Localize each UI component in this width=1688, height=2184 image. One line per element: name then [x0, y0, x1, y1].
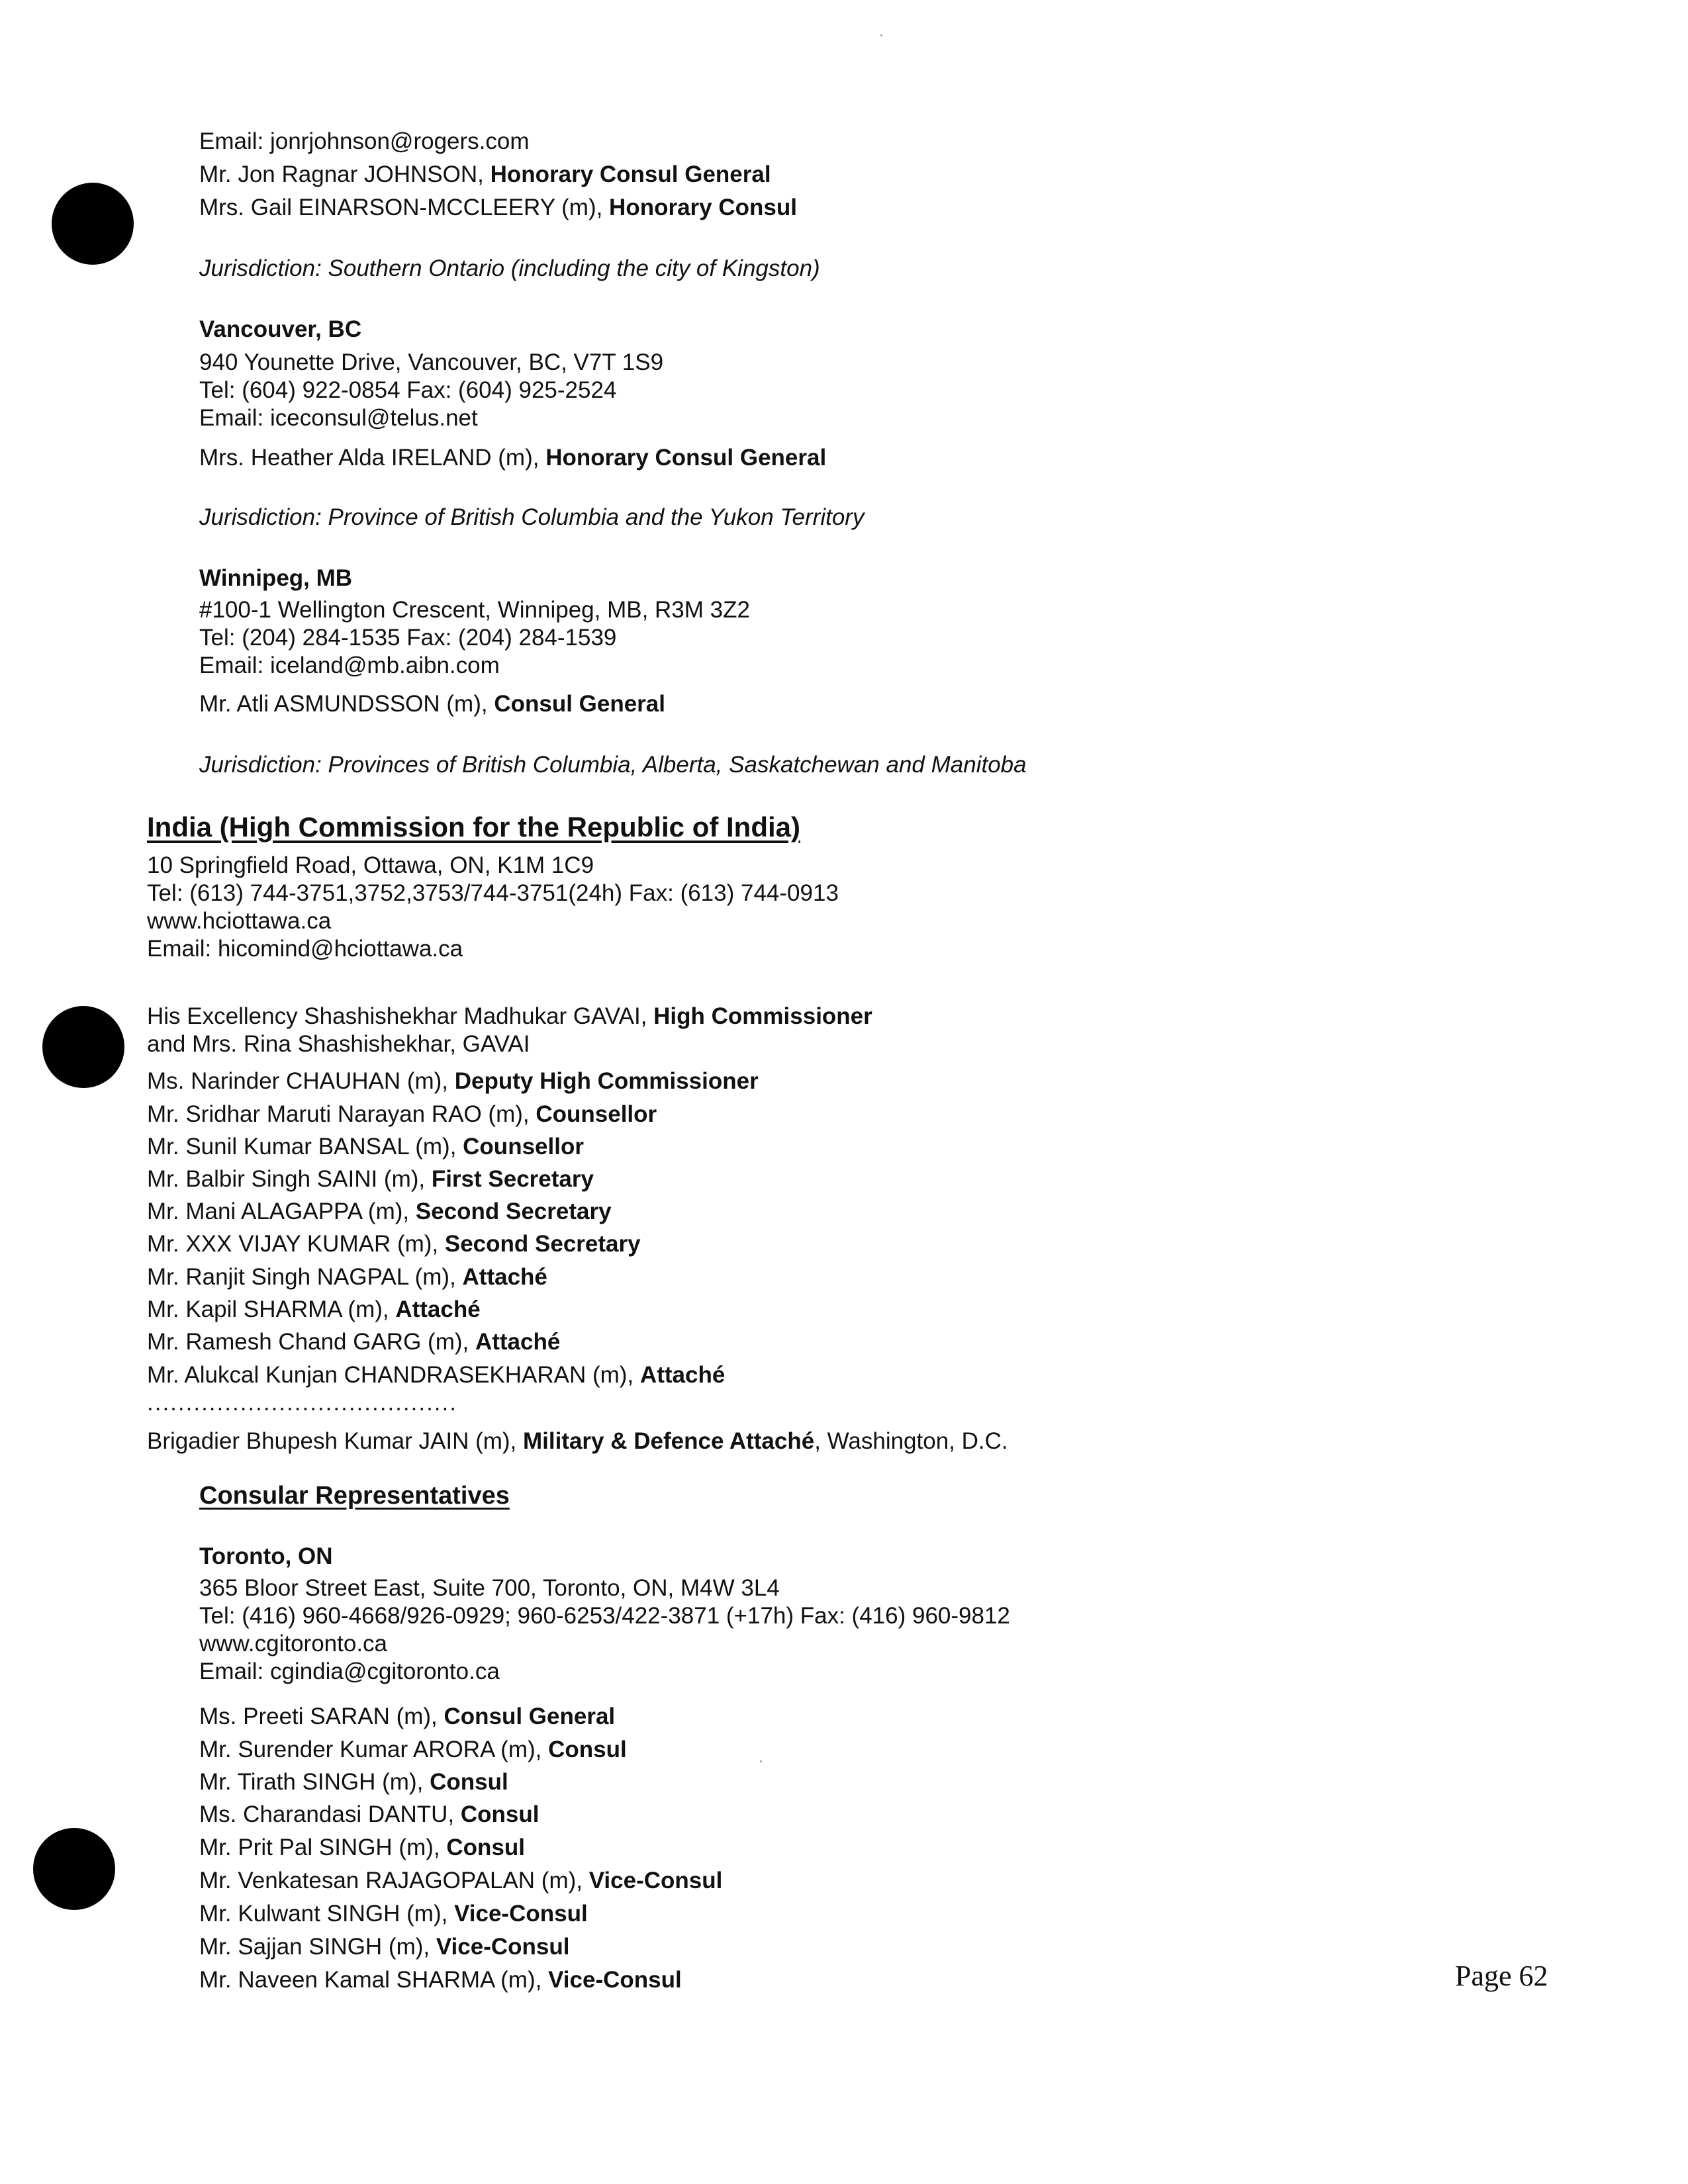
- official-line: Mr. Atli ASMUNDSSON (m), Consul General: [199, 691, 665, 717]
- staff-row: Mr. Venkatesan RAJAGOPALAN (m), Vice-Consul: [199, 1868, 723, 1893]
- staff-row: Mr. Sunil Kumar BANSAL (m), Counsellor: [147, 1134, 584, 1160]
- staff-row: Mr. Alukcal Kunjan CHANDRASEKHARAN (m), Attaché: [147, 1362, 726, 1388]
- dotted-separator: ........................................: [147, 1390, 457, 1416]
- mission-address: 10 Springfield Road, Ottawa, ON, K1M 1C9: [147, 852, 594, 878]
- staff-row: Ms. Narinder CHAUHAN (m), Deputy High Commissioner: [147, 1068, 759, 1094]
- office-address: #100-1 Wellington Crescent, Winnipeg, MB, R3M 3Z2: [199, 597, 750, 623]
- mission-phone: Tel: (613) 744-3751,3752,3753/744-3751(24h) Fax: (613) 744-0913: [147, 880, 839, 906]
- office-heading: Winnipeg, MB: [199, 565, 353, 591]
- head-of-mission: His Excellency Shashishekhar Madhukar GAVAI, High Commissioner: [147, 1003, 872, 1029]
- office-address: 365 Bloor Street East, Suite 700, Toronto, ON, M4W 3L4: [199, 1575, 780, 1601]
- staff-row: Mr. Kapil SHARMA (m), Attaché: [147, 1297, 481, 1322]
- military-attache-row: Brigadier Bhupesh Kumar JAIN (m), Military & Defence Attaché, Washington, D.C.: [147, 1428, 1008, 1454]
- staff-row: Mr. Mani ALAGAPPA (m), Second Secretary: [147, 1199, 612, 1224]
- office-phone: Tel: (416) 960-4668/926-0929; 960-6253/422-3871 (+17h) Fax: (416) 960-9812: [199, 1603, 1010, 1629]
- staff-row: Mr. Ramesh Chand GARG (m), Attaché: [147, 1329, 561, 1355]
- staff-row: Mr. Kulwant SINGH (m), Vice-Consul: [199, 1901, 588, 1927]
- staff-row: Mr. Tirath SINGH (m), Consul: [199, 1769, 508, 1795]
- office-email: Email: iceland@mb.aibn.com: [199, 653, 500, 678]
- office-email: Email: cgindia@cgitoronto.ca: [199, 1659, 500, 1684]
- scan-speck: [880, 34, 882, 36]
- page-number: Page 62: [1455, 1960, 1548, 1992]
- section-heading: Consular Representatives: [199, 1482, 510, 1510]
- office-phone: Tel: (604) 922-0854 Fax: (604) 925-2524: [199, 377, 617, 403]
- staff-row: Ms. Preeti SARAN (m), Consul General: [199, 1704, 616, 1729]
- punch-hole-top: [52, 183, 134, 265]
- official-line: Mrs. Heather Alda IRELAND (m), Honorary Consul General: [199, 445, 827, 471]
- staff-row: Mr. Ranjit Singh NAGPAL (m), Attaché: [147, 1264, 547, 1290]
- staff-row: Mr. Sridhar Maruti Narayan RAO (m), Counsellor: [147, 1101, 657, 1127]
- office-heading: Vancouver, BC: [199, 316, 362, 342]
- staff-row: Mr. Balbir Singh SAINI (m), First Secretary: [147, 1166, 594, 1192]
- office-heading: Toronto, ON: [199, 1543, 333, 1569]
- staff-row: Ms. Charandasi DANTU, Consul: [199, 1801, 539, 1827]
- scan-speck: [760, 1760, 762, 1762]
- punch-hole-middle: [42, 1006, 124, 1088]
- country-heading: India (High Commission for the Republic of India): [147, 811, 800, 842]
- office-address: 940 Younette Drive, Vancouver, BC, V7T 1S9: [199, 349, 664, 375]
- official-line: Mrs. Gail EINARSON-MCCLEERY (m), Honorary Consul: [199, 195, 797, 220]
- staff-row: Mr. Prit Pal SINGH (m), Consul: [199, 1835, 525, 1860]
- staff-row: Mr. Naveen Kamal SHARMA (m), Vice-Consul: [199, 1967, 682, 1993]
- office-email: Email: iceconsul@telus.net: [199, 405, 478, 431]
- staff-row: Mr. XXX VIJAY KUMAR (m), Second Secretary: [147, 1231, 641, 1257]
- jurisdiction-note: Jurisdiction: Province of British Columbia and the Yukon Territory: [199, 504, 865, 530]
- head-of-mission-spouse: and Mrs. Rina Shashishekhar, GAVAI: [147, 1031, 530, 1057]
- mission-website: www.hciottawa.ca: [147, 908, 332, 934]
- contact-email: Email: jonrjohnson@rogers.com: [199, 128, 530, 154]
- punch-hole-bottom: [33, 1828, 115, 1910]
- jurisdiction-note: Jurisdiction: Southern Ontario (including the city of Kingston): [199, 255, 820, 281]
- official-line: Mr. Jon Ragnar JOHNSON, Honorary Consul General: [199, 161, 771, 187]
- office-website: www.cgitoronto.ca: [199, 1631, 388, 1657]
- jurisdiction-note: Jurisdiction: Provinces of British Columbia, Alberta, Saskatchewan and Manitoba: [199, 752, 1027, 778]
- staff-row: Mr. Surender Kumar ARORA (m), Consul: [199, 1737, 627, 1762]
- mission-email: Email: hicomind@hciottawa.ca: [147, 936, 463, 962]
- staff-row: Mr. Sajjan SINGH (m), Vice-Consul: [199, 1934, 570, 1960]
- office-phone: Tel: (204) 284-1535 Fax: (204) 284-1539: [199, 625, 617, 651]
